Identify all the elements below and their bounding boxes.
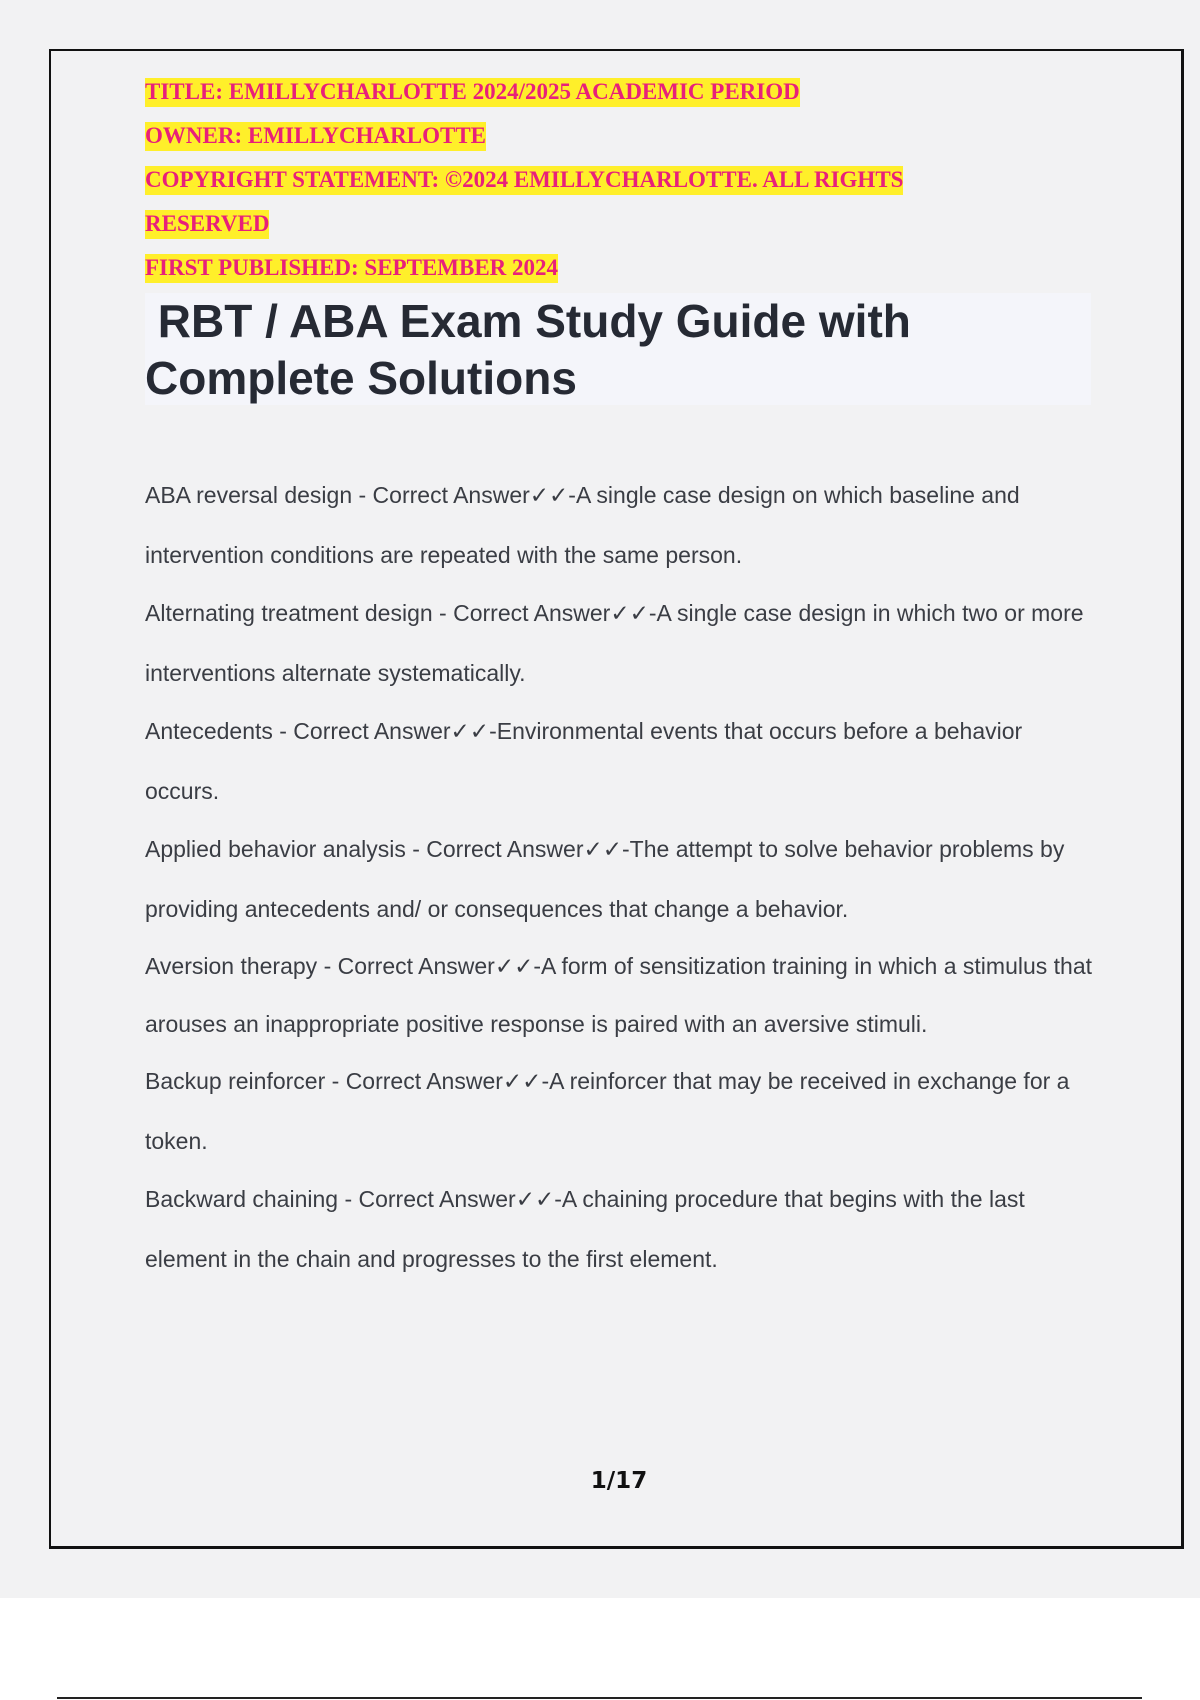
document-metadata — [145, 70, 1045, 290]
meta-copyright-line-continued: RESERVED — [145, 202, 1045, 246]
meta-published-line: FIRST PUBLISHED: SEPTEMBER 2024 — [145, 246, 1045, 290]
meta-title-line: TITLE: EMILLYCHARLOTTE 2024/2025 ACADEMIC PERIOD — [145, 70, 1045, 114]
list-item: Backup reinforcer - Correct Answer✓✓-A reinforcer that may be received in exchange for a token. — [145, 1068, 1070, 1154]
list-item: ABA reversal design - Correct Answer✓✓-A single case design on which baseline and intervention conditions are repeated with the same person. — [145, 482, 1020, 568]
page-title: RBT / ABA Exam Study Guide with Complete Solutions — [145, 295, 911, 404]
page-number: 1/17 — [590, 1468, 648, 1494]
list-item: Alternating treatment design - Correct Answer✓✓-A single case design in which two or more interventions alternate systematically. — [145, 600, 1084, 686]
study-guide-entries — [145, 465, 1095, 1287]
bottom-divider — [57, 1697, 1142, 1699]
list-item: Backward chaining - Correct Answer✓✓-A chaining procedure that begins with the last element in the chain and progresses to the first element. — [145, 1186, 1025, 1272]
document-title — [145, 293, 1091, 405]
meta-owner-line: OWNER: EMILLYCHARLOTTE — [145, 114, 1045, 158]
list-item: Aversion therapy - Correct Answer✓✓-A form of sensitization training in which a stimulus that arouses an inappropriate positive response is paired with an aversive stimuli. — [145, 953, 1093, 1037]
list-item: Antecedents - Correct Answer✓✓-Environmental events that occurs before a behavior occurs. — [145, 718, 1023, 804]
meta-copyright-line: COPYRIGHT STATEMENT: ©2024 EMILLYCHARLOTTE. ALL RIGHTS — [145, 158, 1045, 202]
list-item: Applied behavior analysis - Correct Answer✓✓-The attempt to solve behavior problems by providing antecedents and/ or consequences that change a behavior. — [145, 836, 1065, 922]
